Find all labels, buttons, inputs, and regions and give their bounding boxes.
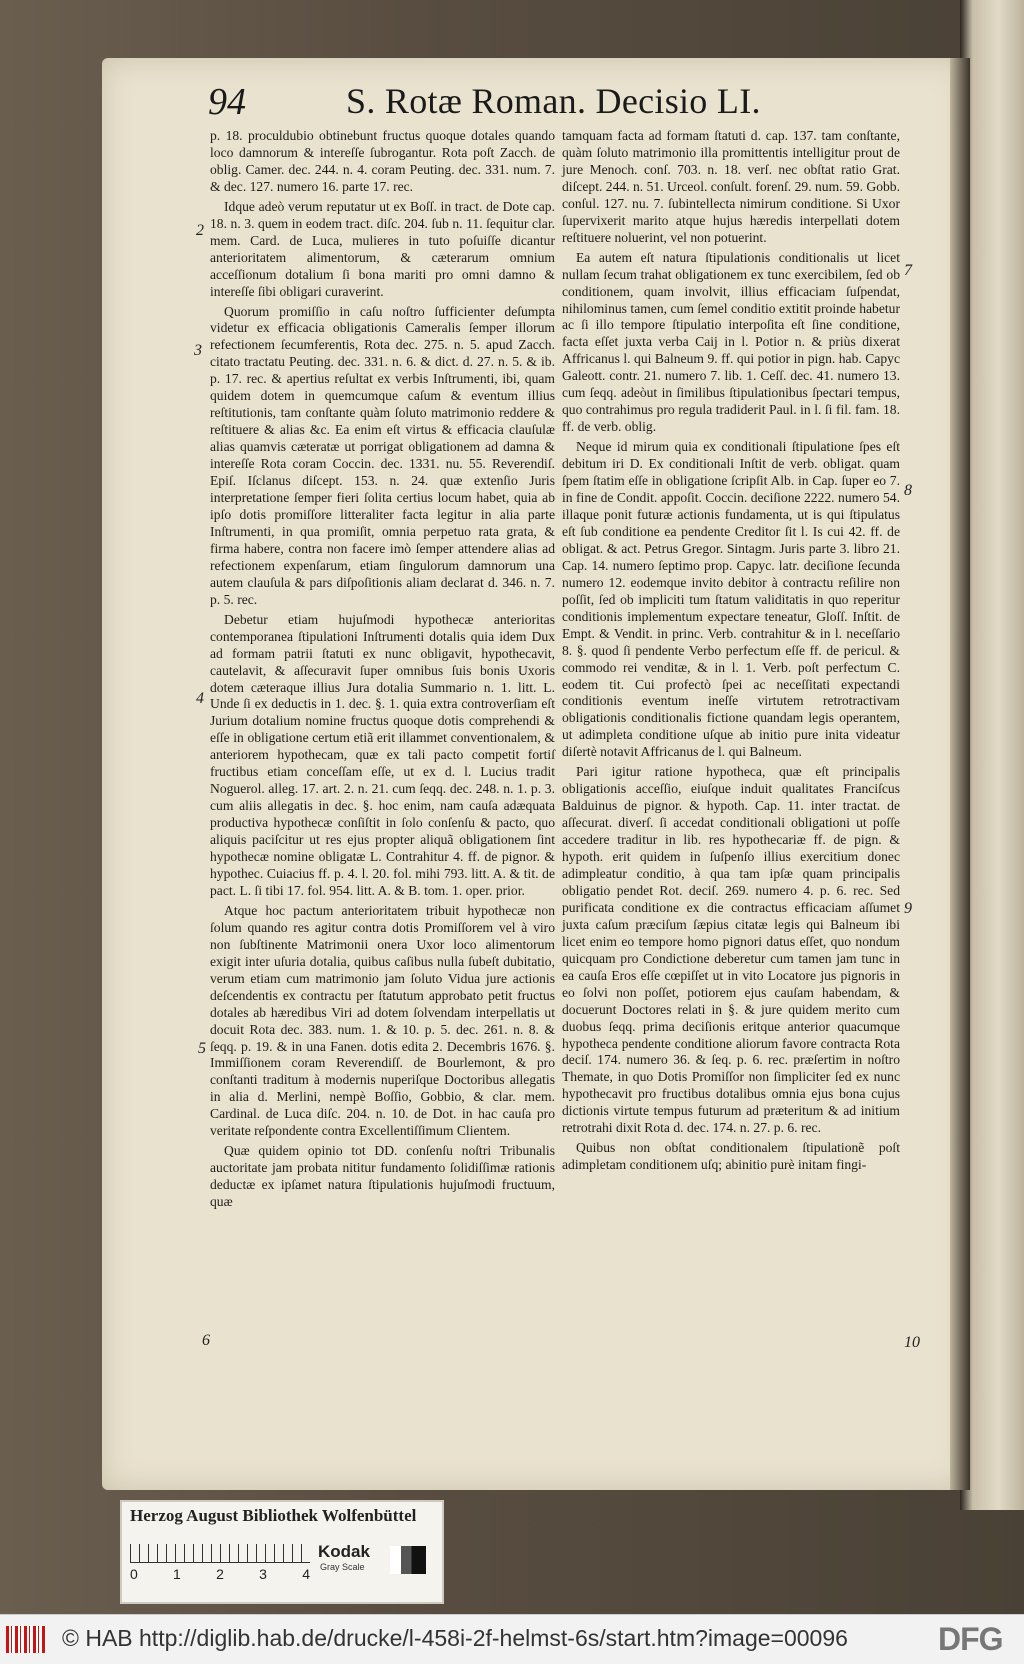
- library-name: Herzog August Bibliothek Wolfenbüttel: [130, 1506, 417, 1525]
- footer-bar: [0, 1614, 1024, 1664]
- paragraph: Pari igitur ratione hypotheca, quæ eſt principalis obligationis acceſſio, eiuſque induit qualitates Franciſcus Balduinus de pignor. & hypoth. Cap. 11. inter tractat. de aſſecurat. diverſ. ſi accedat conditionali obligationi ut poſſe accedere traditur in lib. res hypothecariæ ff. de pign. & hypoth. erit quidem in ſuſpenſo illius exercitium donec adimpleatur conditio, à qua tam ipſæ quam principalis obligatio pendet Rot. deciſ. 269. numero 4. p. 6. rec. Sed purificata conditione ex die contractus efficaciam aſſumet juxta caſum præciſum ſæpius citatæ legis qui Balneum ibi licet enim eo tempore homo pignori datus eſſet, quo nondum quicquam pro Condictione deberetur cum tamen jam tunc in ea cauſa Eros eſſe cœpiſſet ut in vito Locatore jus pignoris in eo ſolvi non poſſet, potiorem ejus cauſam habendam, & docuerunt Doctores relati in §. & jure quidem merito cum duobus ſeqq. prima deciſionis eritque anterior quacumque hypotheca pendente conditione aliorum favore contracta Rota deciſ. 174. numero 36. & ſeq. p. 6. rec. præſertim in noſtro Themate, in quo Dotis Promiſſor non ſimpliciter ſed ex nunc hypothecavit pro fructibus dotalibus omnia ejus bona cujus dictionis virtute tempus futurum ad præteritum & ad initium retrotrahi dixit Rota d. dec. 174. n. 27. p. 6. rec.: [562, 764, 900, 1136]
- running-title: S. Rotæ Roman. Decisio LI.: [346, 81, 761, 121]
- left-column: [210, 128, 555, 1214]
- paragraph: p. 18. proculdubio obtinebunt fructus quoque dotales quando loco damnorum & intereſſe ſubrogantur. Rota poſt Zacch. de oblig. Camer. dec. 244. n. 4. coram Peuting. dec. 331. num. 7. & dec. 127. numero 16. parte 17. rec.: [210, 128, 555, 194]
- paragraph: Atque hoc pactum anterioritatem tribuit hypothecæ non ſolum quando res agitur contra dotis Promiſſorem vel à viro non ſubſtinente Matrimonii onera Uxor loco alimentorum exigit inter uſuria dotalia, quibus caſibus nulla ſubeſt dubitatio, verum etiam cum matrimonio jam ſoluto Vidua jure actionis deſcendentis ex contractu per ſtatutum approbato petit fructus dotales ab hæredibus Viri ad dotem ſolvendam interpellatis ut docuit Rota dec. 383. num. 1. & 10. p. 5. dec. 261. n. 8. & ſeqq. p. 19. & in una Fanen. dotis edita 2. Decembris 1676. §. Immiſſionem coram Reverendiſſ. de Bourlemont, & pro conſtanti traditum à modernis nuperiſque Doctoribus allegatis in alia d. Merlini, nempè Boſſio, Gobbio, & clar. mem. Cardinal. de Luca diſc. 204. n. 10. de Dot. in hac cauſa pro veritate reſpondente contra Excellentiſſimum Clientem.: [210, 902, 555, 1139]
- margin-number: 5: [198, 1040, 206, 1057]
- gray-scale-patch: [390, 1546, 426, 1574]
- paragraph: Quibus non obſtat conditionalem ſtipulationẽ poſt adimpletam conditionem uſq; abinitio purè initam fingi-: [562, 1140, 900, 1173]
- scale-card: [120, 1500, 444, 1604]
- margin-number: 9: [904, 900, 912, 917]
- paragraph: Quæ quidem opinio tot DD. conſenſu noſtri Tribunalis auctoritate jam probata nititur fundamento ſolidiſſimæ rationis deductæ ex ipſamet natura ſtipulationis hujuſmodi fructuum, quæ: [210, 1143, 555, 1210]
- page-edge: [950, 58, 970, 1490]
- ruler-number: 3: [259, 1566, 267, 1582]
- right-column: [562, 128, 900, 1177]
- margin-number: 8: [904, 482, 912, 499]
- ruler-number: 0: [130, 1566, 138, 1582]
- margin-number: 2: [196, 222, 204, 239]
- paragraph: tamquam facta ad formam ſtatuti d. cap. 137. tam conſtante, quàm ſoluto matrimonio illa promittentis intelligitur prout de jure Menoch. conſ. 703. n. 18. verſ. nec obſtat ratio Grat. diſcept. 244. n. 51. Urceol. conſult. forenſ. 29. num. 59. Gobb. conſul. 127. nu. 7. ſubintellecta nimirum conditione. Si Uxor ſupervixerit marito atque hujus hæredis interpellati dotem reſtituere noluerint, vel non potuerint.: [562, 128, 900, 245]
- ruler-number: 4: [302, 1566, 310, 1582]
- page-header: [208, 80, 908, 132]
- barcode-icon: [6, 1626, 46, 1653]
- margin-number: 6: [202, 1332, 210, 1349]
- ruler-number: 2: [216, 1566, 224, 1582]
- margin-number: 7: [904, 262, 912, 279]
- source-url[interactable]: © HAB http://diglib.hab.de/drucke/l-458i-2f-helmst-6s/start.htm?image=00096: [62, 1625, 848, 1651]
- page-number: 94: [208, 81, 246, 123]
- margin-number: 3: [194, 342, 202, 359]
- paragraph: Ea autem eſt natura ſtipulationis conditionalis ut licet nullam ſecum trahat obligationem ex tunc exercibilem, ſed ob conditionem, quam involvit, illius efficaciam ſuſpendat, nihilominus tamen, cum ſemel conditio extitit proinde habetur ac ſi illo tempore ſtipulatio interpoſita eſt ſine conditione, facta eſſet juxta verba Caij in l. Potior n. & priùs dixerat Affricanus l. qui Balneum 9. ff. qui potior in pign. hab. Capyc Galeott. contr. 21. numero 7. lib. 1. Ceſſ. dec. 41. numero 13. cum ſeqq. adeòut in ſimilibus ſtipulationibus ſpectari tempus, quo contrahimus pro regula tradiderit Paul. in l. ſi fil. fam. 18. ff. de verb. oblig.: [562, 249, 900, 435]
- paragraph: Neque id mirum quia ex conditionali ſtipulatione ſpes eſt debitum iri D. Ex conditionali Inſtit de verb. obligat. quam ſpem ſtatim eſſe in obligatione ſcripſit Alb. in Cap. ſuper eo 7. in fine de Condit. appoſit. Coccin. deciſione 2222. numero 54. illaque ponit futuræ actionis fundamenta, ut is qui ſtipulatus eſt ſub conditione ea pendente Creditor ſit l. Is cui 42. ff. de obligat. & act. Petrus Gregor. Sintagm. Juris parte 3. libro 21. Cap. 14. numero ſeptimo prop. Capyc. latr. deciſione ſecunda numero 12. eodemque invito debitor à contractu reſilire non poſſit, ſed ob impliciti tum ſtatum validitatis in quo reperitur conditionis implementum expectare teneatur, Gloſſ. Inſtit. de Empt. & Vendit. in princ. Verb. contrahitur & in l. neceſſario 8. §. quod ſi pendente Verbo perfectum eſſe ff. de pericul. & commodo rei venditæ, & in l. 1. Verb. poſt perfectum C. eodem tit. Cui profectò ſpei ac neceſſitati expectandi conditionis eventum ineſſe virtutem retrotractivam obligationis conditionalis fictione quandam legis operantem, ut adimpleta conditione uſque ab initio pure inita videatur diſertè notavit Affricanus de l. qui Balneum.: [562, 439, 900, 760]
- kodak-logo: Kodak: [318, 1542, 370, 1561]
- ruler: [130, 1544, 310, 1563]
- dfg-logo: DFG: [938, 1621, 1003, 1657]
- paragraph: Idque adeò verum reputatur ut ex Boſſ. in tract. de Dote cap. 18. n. 3. quem in eodem tract. diſc. 204. ſub n. 11. ſequitur clar. mem. Card. de Luca, mulieres in tuto poſuiſſe dicantur anterioritatem alimentorum, & cæterarum omnium acceſſionum dotalium ſi bona mariti pro omni damno & intereſſe ſibi obligari curaverint.: [210, 198, 555, 299]
- ruler-numbers: [130, 1566, 310, 1582]
- paragraph: Debetur etiam hujuſmodi hypothecæ anterioritas contemporanea ſtipulationi Inſtrumenti dotalis quia idem Dux ad formam patrii ſtatuti ex nunc obligavit, hypothecavit, cautelavit, & aſſecuravit ſuper omnibus ſuis bonis Uxoris dotem cæteraque illius Jura dotalia Summario n. 1. litt. L. Unde ſi ex deductis in 1. dec. §. 1. quia extra controverſiam eſt Jurium dotalium nomine fructus quoque dotis comprehendi & eſſe in obligatione certum etiã erit illammet conventionalem, & anteriorem hypothecam, quæ ex tali pacto competit fortiſ fructibus etiam conceſſam eſſe, ut ex d. l. Lucius tradit Noguerol. alleg. 17. art. 2. n. 21. cum ſeqq. dec. 248. n. 1. p. 3. cum aliis allegatis in dec. §. hoc enim, nam cauſa adæquata productiva hypothecæ conſiſtit in ſolo conſenſu & pacto, quo aliquis paciſcitur ut res ejus propter aliquã obligationem ſint hypothecæ nomine obligatæ L. Contrahitur 4. ff. de pignor. & hypothec. Cuiacius ff. p. 4. l. 20. fol. mihi 793. litt. A. & tit. de pact. L. ſi tibi 17. fol. 954. litt. A. & B. tom. 1. oper. prior.: [210, 611, 555, 898]
- paragraph: Quorum promiſſio in caſu noſtro ſufficienter deſumpta videtur ex efficacia obligationis Cameralis ſemper illorum refectionem ſecumferentis, Rota dec. 275. n. 5. apud Zacch. citato tractatu Peuting. dec. 331. n. 6. & dict. d. 27. n. 5. & ib. p. 17. rec. & apertius reſultat ex verbis Inſtrumenti, ibi, quam quidem dotem in quemcumque caſum & eventum illius reſtitutionis, tam conſtante quàm ſoluto matrimonio reddere & reſtituere & alias &c. Ea enim eſt virtus & efficacia clauſulæ alias quamvis cæteratæ ut porrigat obligationem ad damna & intereſſe Rota coram Coccin. dec. 1331. nu. 55. Reverendiſ. Epiſ. Iſclanus diſcept. 153. n. 24. quæ extenſio Juris interpretatione ſemper fieri ſolita certius locum habet, quia ab ipſo dotis promiſſore litteraliter facta legitur in alia parte Inſtrumenti, in qua promiſit, omnia perpetuo rata grata, & firma habere, contra non facere imò ſemper attendere alias ad refectionem expenſarum, etiam ſingulorum damnorum una autem clauſula & pars diſpoſitionis aliam declarat d. 346. n. 7. p. 5. rec.: [210, 303, 555, 607]
- margin-number: 4: [196, 690, 204, 707]
- ruler-number: 1: [173, 1566, 181, 1582]
- gray-scale-label: Gray Scale: [320, 1562, 365, 1572]
- margin-number: 10: [904, 1334, 920, 1351]
